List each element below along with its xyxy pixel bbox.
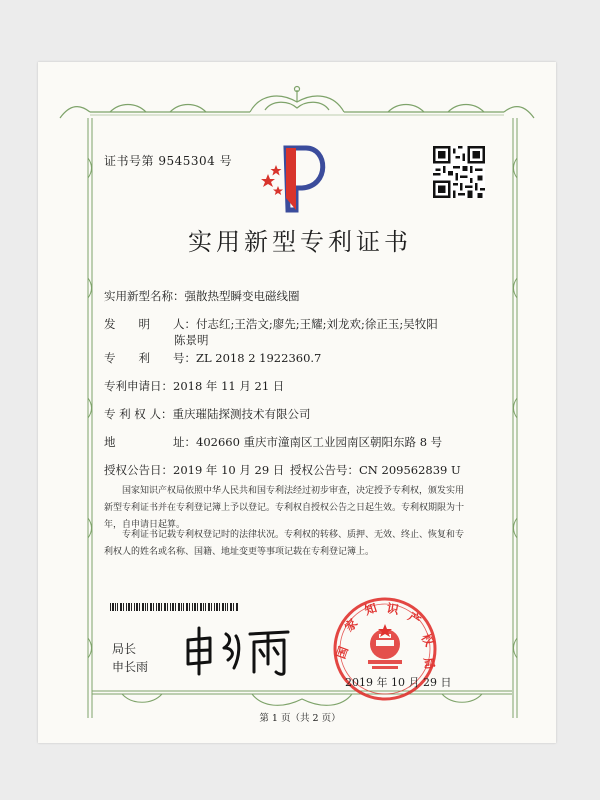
paragraph-line: 年，自申请日起算。 (104, 520, 186, 530)
ornamental-border-left (85, 118, 97, 718)
field-utility-model-name (104, 288, 300, 304)
field-patent-number (104, 350, 321, 366)
certificate-number-value: 9545304 (158, 154, 216, 168)
legal-paragraph-2 (104, 527, 504, 561)
svg-text:识: 识 (385, 601, 400, 617)
field-filing-date (104, 378, 284, 394)
paragraph-line: 利权人的姓名或名称、国籍、地址变更等事项记载在专利登记簿上。 (104, 547, 375, 557)
field-value: 2018 年 11 月 21 日 (173, 379, 285, 393)
field-value: 陈景明 (174, 333, 209, 347)
field-label: 专利申请日： (104, 379, 173, 393)
certificate-number (104, 152, 232, 169)
ornamental-border-top (50, 84, 544, 120)
field-patentee (104, 406, 310, 422)
field-label: 授权公告日： (104, 463, 173, 477)
director-name: 申长雨 (112, 660, 149, 674)
field-value: 重庆璀陆探测技术有限公司 (172, 407, 311, 421)
ornamental-border-bottom (82, 685, 522, 713)
page-number: 第 1 页（共 2 页） (259, 713, 341, 724)
barcode-icon (110, 603, 238, 611)
field-inventors (104, 316, 438, 332)
paragraph-line: 专利证书记载专利权登记时的法律状况。专利权的转移、质押、无效、终止、恢复和专 (122, 530, 465, 540)
field-value: 2019 年 10 月 29 日 (173, 463, 285, 477)
svg-text:国: 国 (333, 644, 351, 661)
certificate-number-suffix: 号 (219, 154, 233, 168)
field-value: 402660 重庆市潼南区工业园南区朝阳东路 8 号 (196, 435, 443, 449)
field-value: ZL 2018 2 1922360.7 (196, 351, 322, 365)
field-value: 强散热型瞬变电磁线圈 (184, 289, 300, 303)
field-inventors-line2 (174, 332, 209, 348)
field-value: 付志红;王浩文;廖先;王耀;刘龙欢;徐正玉;吴牧阳 (196, 317, 438, 331)
svg-text:家: 家 (341, 615, 361, 635)
field-label: 发 明 人： (104, 317, 196, 331)
svg-text:局: 局 (421, 656, 437, 671)
field-label: 专 利 号： (104, 351, 196, 365)
ornamental-border-right (508, 118, 520, 718)
director-title: 局长 (112, 642, 137, 656)
svg-text:知: 知 (362, 600, 379, 618)
field-grant-number (290, 462, 461, 478)
field-label: 地 址： (104, 435, 196, 449)
field-grant-date (104, 462, 284, 478)
paragraph-line: 新型专利证书并在专利登记簿上予以登记。专利权自授权公告之日起生效。专利权期限为十 (104, 503, 465, 513)
cnipa-logo-icon (256, 138, 336, 218)
paragraph-line: 国家知识产权局依照中华人民共和国专利法经过初步审查，决定授予专利权，颁发实用 (122, 486, 465, 496)
seal-date: 2019 年 10 月 29 日 (345, 676, 452, 689)
field-label: 专 利 权 人： (104, 407, 173, 421)
director-signature (180, 622, 300, 678)
svg-text:权: 权 (418, 631, 437, 649)
field-address (104, 434, 442, 450)
svg-text:产: 产 (405, 609, 424, 628)
qr-code-icon (433, 146, 485, 198)
field-value: CN 209562839 U (359, 463, 461, 477)
field-label: 实用新型名称： (104, 289, 185, 303)
certificate-number-label: 证书号第 (104, 154, 155, 168)
field-label: 授权公告号： (290, 463, 359, 477)
certificate-title: 实用新型专利证书 (188, 228, 412, 256)
